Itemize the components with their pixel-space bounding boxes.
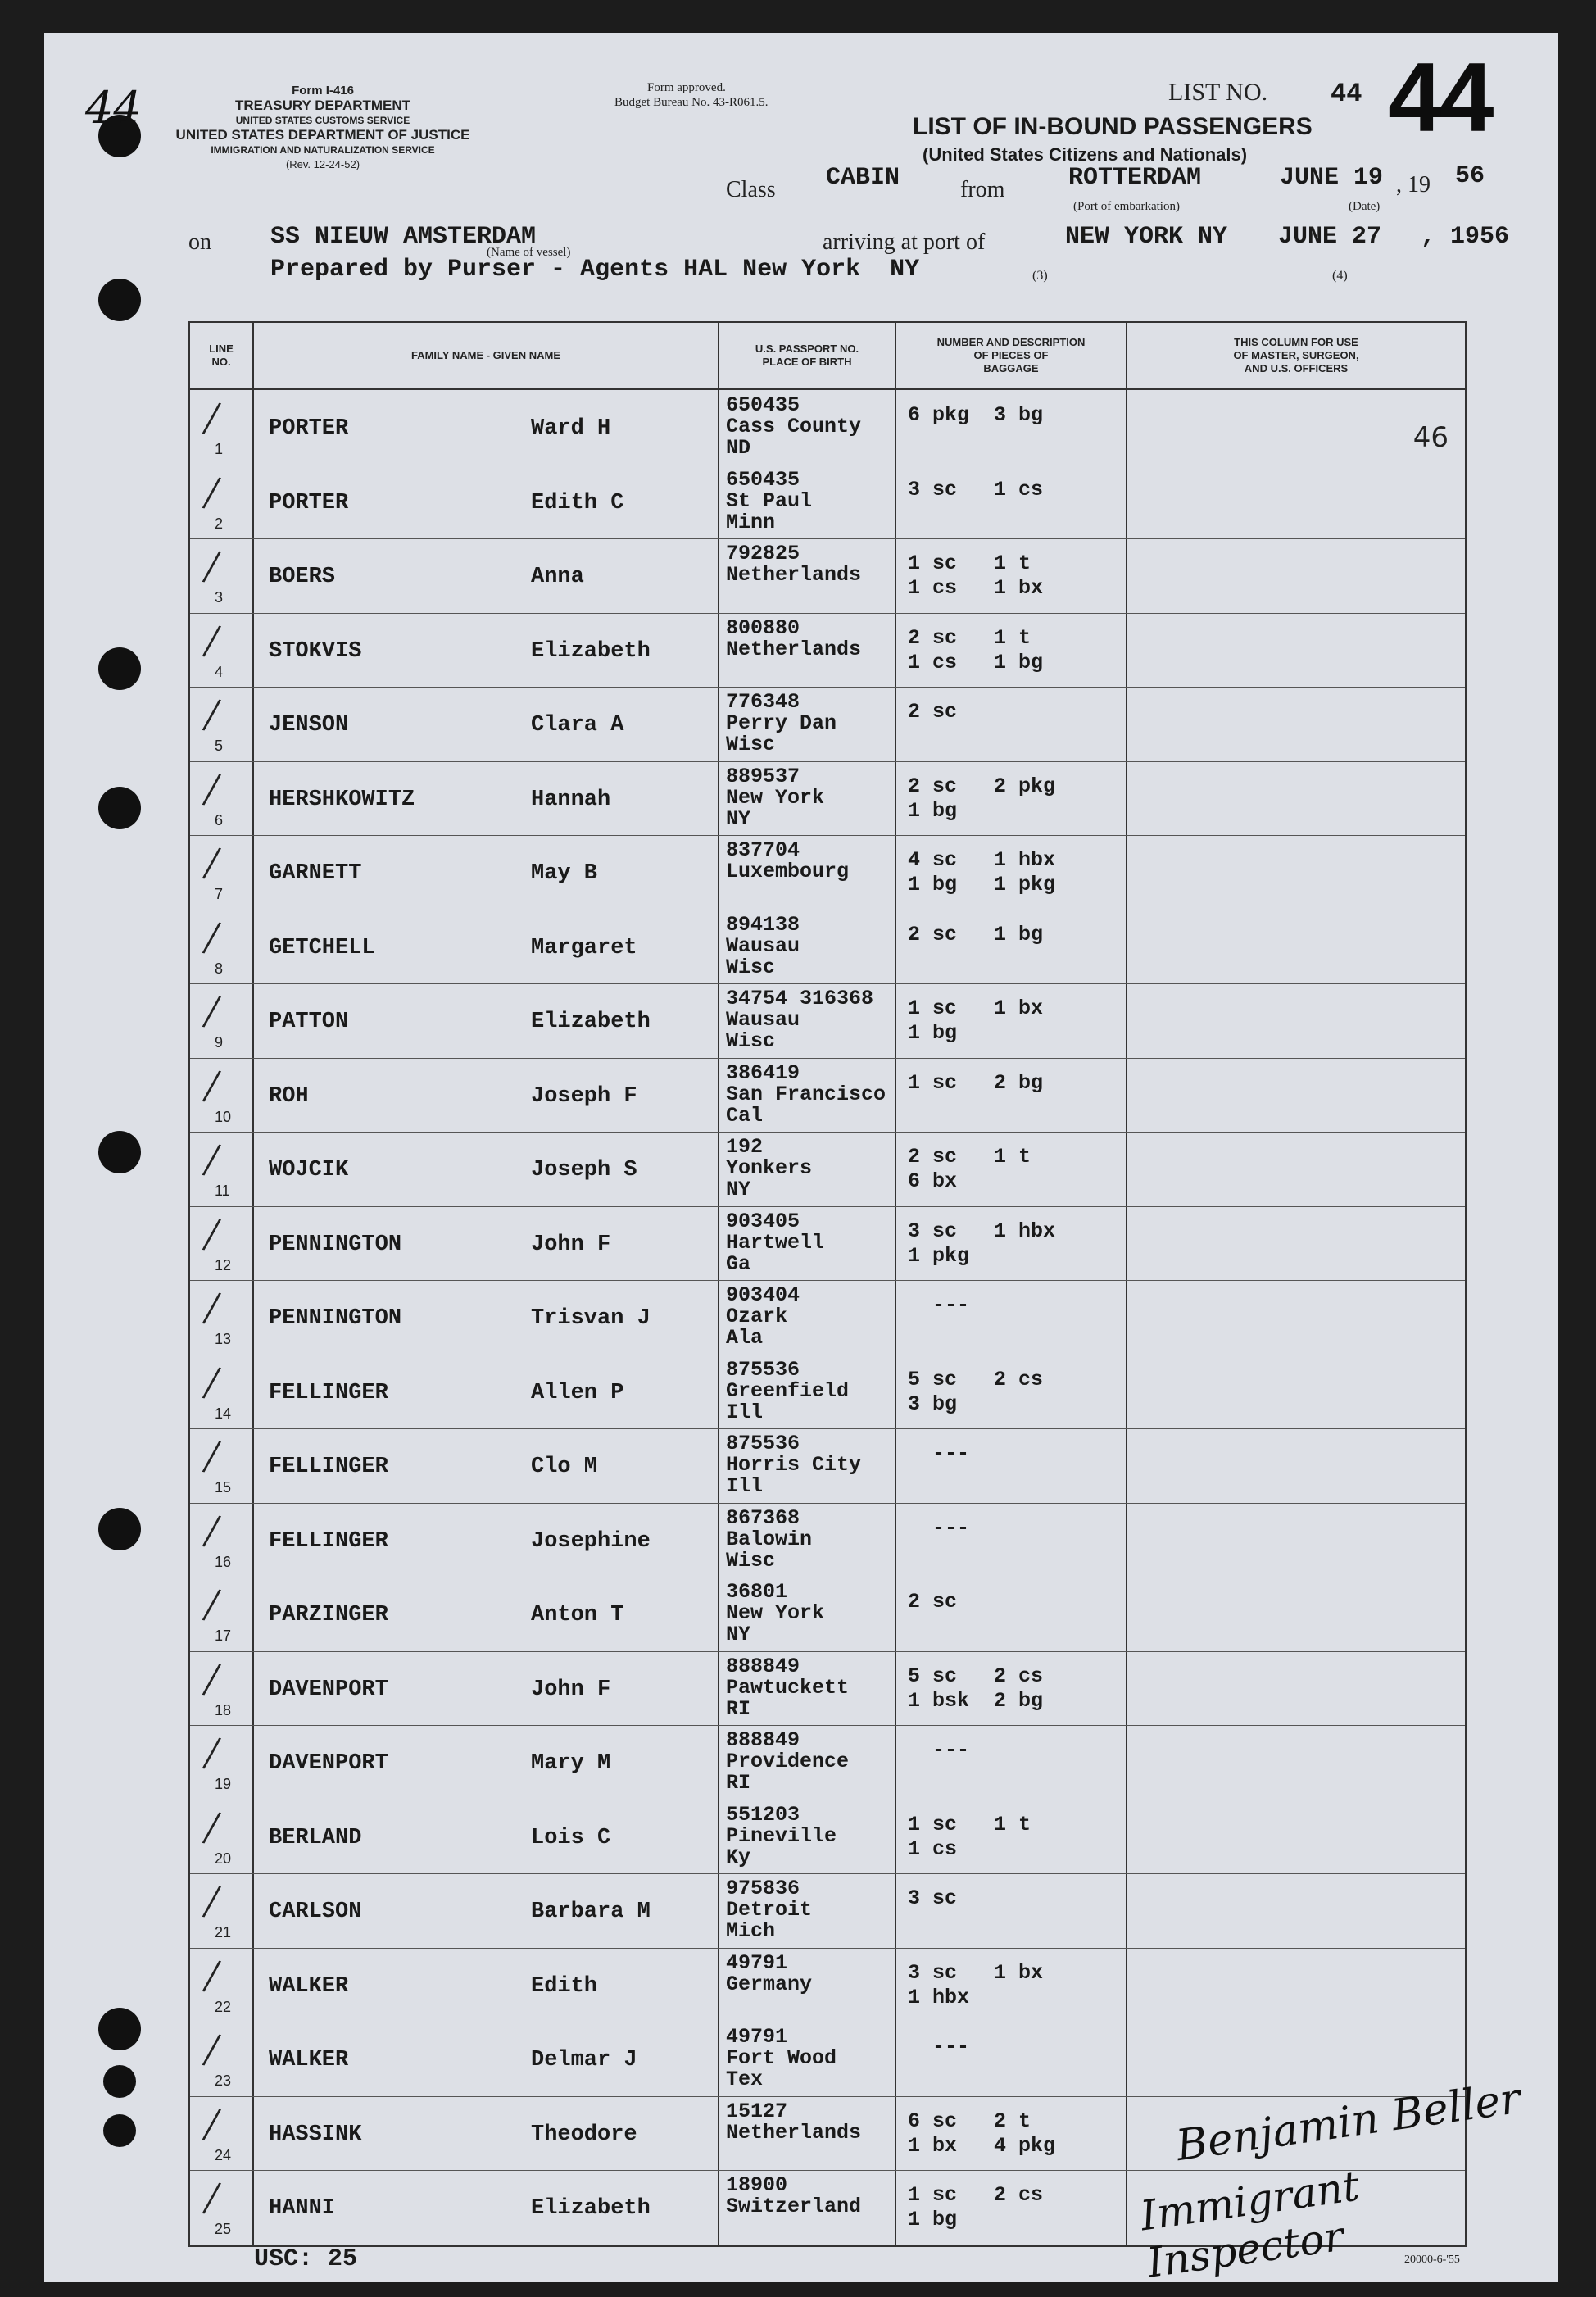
arrival-year: , 1956 [1421, 223, 1510, 251]
arrival-port: NEW YORK NY [1065, 223, 1228, 251]
passport-birthplace: 889537 New York NY [726, 764, 825, 831]
check-mark: / [200, 390, 224, 446]
arriving-label: arriving at port of [823, 229, 986, 255]
family-name: FELLINGER [269, 1455, 388, 1479]
baggage-description: 3 sc 1 cs [908, 477, 1044, 502]
punch-hole [98, 1508, 141, 1550]
line-number: 18 [215, 1701, 232, 1718]
line-number: 2 [215, 515, 224, 532]
check-mark: / [200, 1354, 224, 1410]
table-row [190, 910, 1465, 985]
check-mark: / [200, 2022, 224, 2077]
col-header-line: LINE NO. [209, 343, 234, 368]
passport-birthplace: 650435 Cass County ND [726, 393, 862, 460]
baggage-description: 4 sc 1 hbx 1 bg 1 pkg [908, 848, 1056, 897]
check-mark: / [200, 1132, 224, 1187]
family-name: PENNINGTON [269, 1306, 402, 1331]
family-name: PATTON [269, 1010, 349, 1034]
baggage-description: --- [908, 1293, 970, 1317]
given-name: Margaret [531, 935, 637, 960]
line-number: 1 [215, 441, 224, 457]
check-mark: / [200, 612, 224, 669]
line-number: 4 [215, 663, 224, 680]
table-row [190, 1651, 1465, 1727]
given-name: Joseph F [531, 1083, 637, 1109]
line-number: 3 [215, 589, 224, 606]
family-name: PENNINGTON [269, 1232, 402, 1257]
punch-hole [103, 2065, 136, 2098]
table-row [190, 390, 1465, 465]
list-no-large: 44 [1388, 43, 1491, 152]
given-name: Joseph S [531, 1158, 637, 1183]
family-name: JENSON [269, 713, 349, 738]
footnote-4: (4) [1332, 269, 1348, 283]
given-name: Ward H [531, 416, 611, 441]
passenger-table [188, 321, 1467, 2247]
list-no-value: 44 [1331, 79, 1362, 109]
passport-birthplace: 867368 Balowin Wisc [726, 1505, 813, 1573]
line-number: 7 [215, 886, 224, 902]
passport-birthplace: 551203 Pineville Ky [726, 1802, 837, 1869]
check-mark: / [200, 1873, 224, 1929]
prepared-by: Prepared by Purser - Agents HAL New York NY [270, 256, 920, 284]
list-no-label: LIST NO. [1168, 79, 1268, 106]
baggage-description: --- [908, 2035, 970, 2059]
check-mark: / [200, 909, 224, 965]
table-row [190, 613, 1465, 688]
passport-birthplace: 903405 Hartwell Ga [726, 1209, 825, 1276]
table-row [190, 1725, 1465, 1800]
baggage-description: --- [908, 1515, 970, 1540]
passport-birthplace: 837704 Luxembourg [726, 838, 850, 883]
baggage-description: --- [908, 1441, 970, 1465]
revision-date: (Rev. 12-24-52) [285, 158, 360, 170]
page-title: LIST OF IN-BOUND PASSENGERS [913, 113, 1313, 140]
line-number: 14 [215, 1405, 232, 1422]
table-row [190, 1280, 1465, 1355]
baggage-description: 3 sc 1 hbx 1 pkg [908, 1219, 1056, 1268]
check-mark: / [200, 538, 224, 594]
family-name: PORTER [269, 416, 349, 441]
given-name: Delmar J [531, 2048, 637, 2072]
usc-count: USC: 25 [254, 2245, 358, 2273]
family-name: WALKER [269, 1973, 349, 1999]
passport-birthplace: 875536 Greenfield Ill [726, 1357, 850, 1424]
line-number: 15 [215, 1479, 232, 1496]
check-mark: / [200, 835, 224, 891]
baggage-description: 2 sc 1 t 6 bx [908, 1145, 1032, 1193]
family-name: GARNETT [269, 861, 362, 886]
page-subtitle: (United States Citizens and Nationals) [923, 144, 1248, 165]
baggage-description: 1 sc 1 bx 1 bg [908, 996, 1044, 1045]
depart-year: 56 [1455, 162, 1485, 190]
family-name: WOJCIK [269, 1158, 349, 1183]
given-name: Mary M [531, 1751, 611, 1776]
line-number: 23 [215, 2072, 232, 2089]
check-mark: / [200, 1799, 224, 1855]
punch-hole [98, 787, 141, 829]
table-row [190, 538, 1465, 614]
embark-port: ROTTERDAM [1068, 164, 1202, 192]
check-mark: / [200, 1650, 224, 1707]
table-row [190, 1873, 1465, 1949]
check-mark: / [200, 1725, 224, 1781]
line-number: 16 [215, 1553, 232, 1570]
passport-birthplace: 49791 Fort Wood Tex [726, 2025, 837, 2091]
check-mark: / [200, 2170, 224, 2226]
given-name: May B [531, 861, 598, 886]
handwritten-list-mark: 44 [85, 82, 142, 134]
given-name: Lois C [531, 1825, 611, 1850]
table-row [190, 1058, 1465, 1133]
vessel-caption: (Name of vessel) [487, 246, 571, 259]
table-row [190, 1503, 1465, 1578]
passport-birthplace: 800880 Netherlands [726, 615, 862, 661]
punch-hole [98, 647, 141, 690]
dept-line: UNITED STATES DEPARTMENT OF JUSTICE [175, 127, 470, 143]
baggage-description: 2 sc 1 t 1 cs 1 bg [908, 625, 1044, 674]
baggage-description: 2 sc [908, 1590, 958, 1614]
check-mark: / [200, 983, 224, 1039]
check-mark: / [200, 1577, 224, 1632]
footnote-3: (3) [1032, 269, 1048, 283]
family-name: HANNI [269, 2196, 336, 2221]
baggage-description: --- [908, 1738, 970, 1762]
baggage-description: 3 sc 1 bx 1 hbx [908, 1960, 1044, 2009]
line-number: 12 [215, 1256, 232, 1273]
depart-year-prefix: , 19 [1396, 172, 1431, 197]
print-code: 20000-6-'55 [1404, 2254, 1460, 2266]
baggage-description: 2 sc 2 pkg 1 bg [908, 774, 1056, 823]
baggage-description: 2 sc [908, 700, 958, 724]
table-row [190, 2022, 1465, 2097]
baggage-description: 2 sc 1 bg [908, 922, 1044, 946]
baggage-description: 6 pkg 3 bg [908, 403, 1044, 427]
approval-line: Form approved. [647, 81, 726, 94]
given-name: Allen P [531, 1380, 624, 1405]
line-number: 19 [215, 1776, 232, 1792]
line-number: 9 [215, 1034, 224, 1051]
passport-birthplace: 386419 San Francisco Cal [726, 1060, 886, 1128]
check-mark: / [200, 1947, 224, 2004]
line-number: 6 [215, 811, 224, 828]
table-row [190, 761, 1465, 837]
family-name: FELLINGER [269, 1380, 388, 1405]
check-mark: / [200, 1205, 224, 1262]
approval-note [614, 80, 768, 110]
inspector-signature: Benjamin Beller [1172, 2073, 1524, 2172]
vessel-name: SS NIEUW AMSTERDAM [270, 223, 537, 251]
baggage-description: 1 sc 1 t 1 cs [908, 1812, 1032, 1861]
line-number: 24 [215, 2146, 232, 2163]
inspector-title-handwritten: Immigrant Inspector [1137, 2162, 1362, 2287]
passport-birthplace: 975836 Detroit Mich [726, 1877, 813, 1943]
baggage-description: 1 sc 2 cs 1 bg [908, 2183, 1044, 2231]
line-number: 10 [215, 1108, 232, 1125]
check-mark: / [200, 2095, 224, 2152]
table-row [190, 983, 1465, 1059]
table-row [190, 835, 1465, 910]
dept-line: UNITED STATES CUSTOMS SERVICE [235, 115, 410, 126]
check-mark: / [200, 687, 224, 742]
table-row [190, 1428, 1465, 1504]
given-name: Anton T [531, 1603, 624, 1627]
baggage-description: 1 sc 1 t 1 cs 1 bx [908, 552, 1044, 600]
given-name: Clara A [531, 713, 624, 738]
table-row [190, 1355, 1465, 1430]
class-label: Class [726, 177, 776, 202]
given-name: John F [531, 1232, 611, 1257]
baggage-description: 6 sc 2 t 1 bx 4 pkg [908, 2109, 1056, 2158]
family-name: DAVENPORT [269, 1677, 388, 1702]
line-number: 13 [215, 1331, 232, 1347]
manifest-sheet [44, 33, 1558, 2287]
passport-birthplace: 34754 316368 Wausau Wisc [726, 987, 874, 1053]
given-name: Hannah [531, 787, 611, 812]
table-row [190, 465, 1465, 540]
given-name: Edith [531, 1973, 598, 1999]
passport-birthplace: 49791 Germany [726, 1950, 813, 1996]
family-name: CARLSON [269, 1900, 362, 1924]
dept-line: IMMIGRATION AND NATURALIZATION SERVICE [211, 144, 435, 156]
passport-birthplace: 894138 Wausau Wisc [726, 912, 800, 979]
punch-hole [98, 279, 141, 321]
dept-line: TREASURY DEPARTMENT [234, 98, 411, 113]
passport-birthplace: 888849 Pawtuckett RI [726, 1654, 850, 1721]
family-name: WALKER [269, 2048, 349, 2072]
family-name: ROH [269, 1083, 309, 1109]
arrival-date: JUNE 27 [1278, 223, 1382, 251]
baggage-description: 5 sc 2 cs 3 bg [908, 1367, 1044, 1416]
form-header-block [143, 84, 503, 172]
line-number: 25 [215, 2221, 232, 2237]
col-header-baggage: NUMBER AND DESCRIPTION OF PIECES OF BAGGAGE [936, 336, 1086, 375]
given-name: Edith C [531, 490, 624, 515]
passport-birthplace: 888849 Providence RI [726, 1728, 850, 1795]
check-mark: / [200, 1280, 224, 1336]
family-name: HASSINK [269, 2122, 362, 2147]
given-name: Elizabeth [531, 638, 651, 664]
given-name: Elizabeth [531, 2196, 651, 2221]
given-name: Josephine [531, 1528, 651, 1554]
family-name: DAVENPORT [269, 1751, 388, 1776]
on-label: on [188, 229, 211, 255]
given-name: John F [531, 1677, 611, 1702]
table-row [190, 1948, 1465, 2023]
baggage-description: 1 sc 2 bg [908, 1070, 1044, 1095]
given-name: Anna [531, 565, 584, 589]
check-mark: / [200, 1428, 224, 1484]
table-row [190, 687, 1465, 762]
family-name: STOKVIS [269, 638, 362, 664]
officer-note: 46 [1412, 421, 1449, 454]
table-row [190, 1132, 1465, 1207]
family-name: BOERS [269, 565, 336, 589]
col-header-name: FAMILY NAME - GIVEN NAME [410, 349, 561, 361]
family-name: HERSHKOWITZ [269, 787, 415, 812]
passport-birthplace: 903404 Ozark Ala [726, 1283, 800, 1350]
col-header-passport: U.S. PASSPORT NO. PLACE OF BIRTH [755, 343, 859, 368]
family-name: PARZINGER [269, 1603, 388, 1627]
baggage-description: 3 sc [908, 1886, 958, 1910]
line-number: 20 [215, 1850, 232, 1867]
line-number: 22 [215, 1998, 232, 2015]
passport-birthplace: 776348 Perry Dan Wisc [726, 690, 837, 756]
passport-birthplace: 650435 St Paul Minn [726, 467, 813, 534]
family-name: PORTER [269, 490, 349, 515]
table-row [190, 1577, 1465, 1652]
punch-hole [103, 2114, 136, 2147]
line-number: 11 [215, 1183, 230, 1199]
approval-line: Budget Bureau No. 43-R061.5. [614, 96, 769, 109]
baggage-description: 5 sc 2 cs 1 bsk 2 bg [908, 1664, 1044, 1713]
line-number: 21 [215, 1924, 232, 1941]
check-mark: / [200, 760, 224, 817]
family-name: BERLAND [269, 1825, 362, 1850]
table-row [190, 1206, 1465, 1282]
passport-birthplace: 875536 Horris City Ill [726, 1432, 862, 1498]
table-row [190, 1800, 1465, 1875]
col-header-officers: THIS COLUMN FOR USE OF MASTER, SURGEON, AND U.S. OFFICERS [1233, 336, 1359, 375]
line-number: 8 [215, 960, 224, 977]
given-name: Clo M [531, 1455, 598, 1479]
from-label: from [960, 177, 1005, 202]
passport-birthplace: 36801 New York NY [726, 1580, 825, 1646]
check-mark: / [200, 1502, 224, 1559]
check-mark: / [200, 1057, 224, 1114]
passport-birthplace: 15127 Netherlands [726, 2099, 862, 2145]
date-caption: (Date) [1349, 200, 1381, 213]
family-name: GETCHELL [269, 935, 375, 960]
given-name: Barbara M [531, 1900, 651, 1924]
line-number: 17 [215, 1627, 232, 1644]
passport-birthplace: 792825 Netherlands [726, 542, 862, 587]
punch-hole [98, 2008, 141, 2050]
form-number: Form I-416 [292, 84, 354, 98]
passport-birthplace: 192 Yonkers NY [726, 1135, 813, 1201]
check-mark: / [200, 464, 224, 520]
given-name: Elizabeth [531, 1010, 651, 1034]
family-name: FELLINGER [269, 1528, 388, 1554]
given-name: Theodore [531, 2122, 637, 2147]
given-name: Trisvan J [531, 1306, 651, 1331]
punch-hole [98, 1131, 141, 1173]
class-value: CABIN [826, 164, 900, 192]
passport-birthplace: 18900 Switzerland [726, 2173, 862, 2218]
port-embark-caption: (Port of embarkation) [1073, 200, 1180, 213]
depart-date: JUNE 19 [1280, 164, 1384, 192]
line-number: 5 [215, 738, 224, 754]
